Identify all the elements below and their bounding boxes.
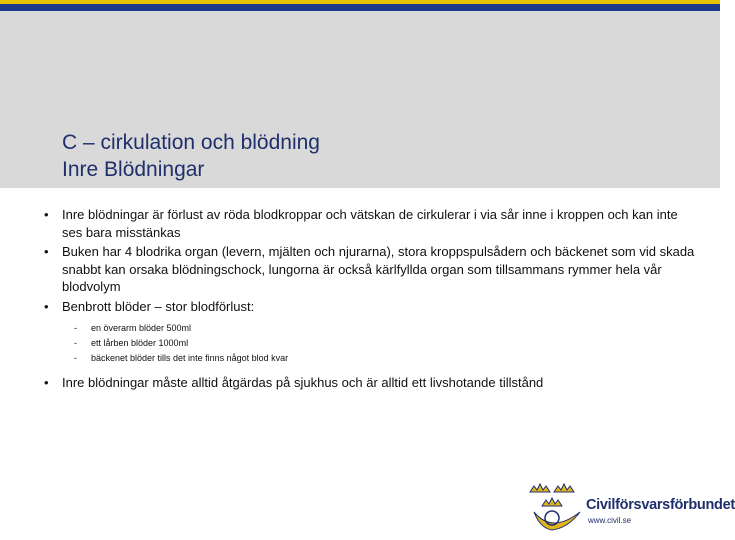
top-stripe-blue (0, 4, 720, 11)
logo-url[interactable]: www.civil.se (588, 516, 632, 525)
bullet-item (44, 374, 699, 392)
title-line-2: Inre Blödningar (62, 158, 205, 181)
logo-name: Civilförsvarsförbundet (586, 497, 735, 513)
sub-bullet-text: en överarm blöder 500ml (91, 323, 192, 333)
sub-bullet-text: bäckenet blöder tills det inte finns något blod kvar (91, 353, 289, 363)
slide-title (62, 129, 320, 183)
bullet-mark: • (44, 244, 49, 259)
bullet-mark: • (44, 375, 49, 390)
sub-bullet-list (44, 321, 699, 366)
sub-bullet-text: ett lårben blöder 1000ml (91, 338, 189, 348)
bullet-text: Buken har 4 blodrika organ (levern, mjälten och njurarna), stora kroppspulsådern och bäckenet som vid skada snabbt kan orsaka blödningschock, lungorna är också kärlfyllda organ som tillsammans rymmer hela vår blodvolym (62, 244, 695, 294)
sub-bullet-item (44, 351, 699, 366)
bullet-item (44, 298, 699, 316)
sub-bullet-mark: - (74, 338, 77, 348)
three-crowns-emblem-icon (528, 482, 584, 534)
sub-bullet-mark: - (74, 353, 77, 363)
bullet-mark: • (44, 298, 49, 314)
slide-content (44, 206, 699, 394)
bullet-text: Inre blödningar måste alltid åtgärdas på sjukhus och är alltid ett livshotande tillstånd (62, 375, 544, 390)
bullet-item (44, 206, 699, 241)
bullet-text: Benbrott blöder – stor blodförlust: (62, 298, 255, 314)
title-line-1: C – cirkulation och blödning (62, 131, 320, 154)
bullet-mark: • (44, 207, 49, 222)
bullet-text: Inre blödningar är förlust av röda blodkroppar och vätskan de cirkulerar i via sår inne i kroppen och kan inte ses bara misstänkas (62, 207, 678, 240)
sub-bullet-item (44, 321, 699, 336)
sub-bullet-mark: - (74, 323, 77, 333)
sub-bullet-item (44, 336, 699, 351)
bullet-item (44, 243, 699, 296)
